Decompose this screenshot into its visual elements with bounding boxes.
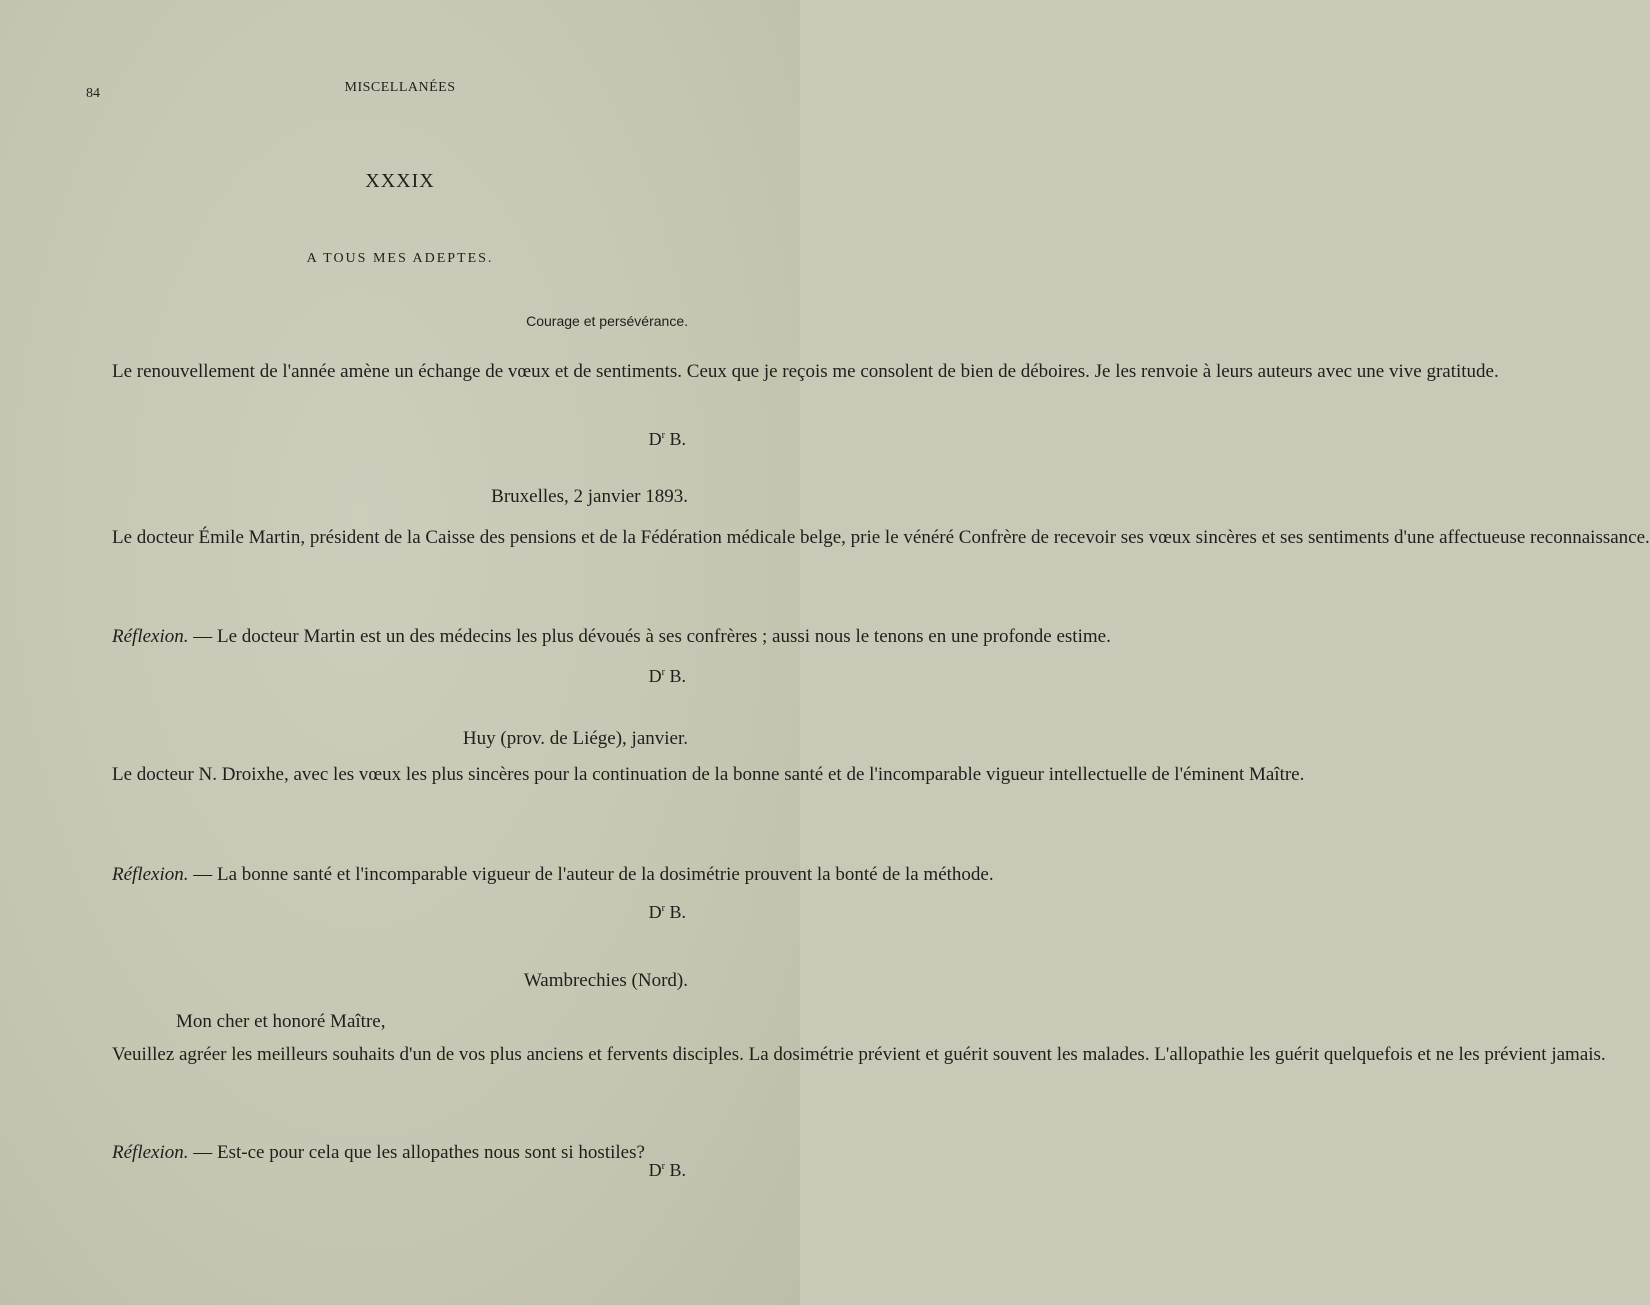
letter-paragraph xyxy=(112,523,1650,552)
signature-sup: r xyxy=(661,667,665,678)
signature-initial: D xyxy=(648,902,662,922)
signature xyxy=(649,1160,686,1181)
letter-text: Le docteur Émile Martin, président de la Caisse des pensions et de la Fédération médicale belge, prie le vénéré Confrère de recevoir ses vœux sincères et ses sentiments d'une affectueuse reconnaissance. xyxy=(112,527,1650,548)
signature xyxy=(649,666,686,687)
page-number: 84 xyxy=(86,86,100,101)
reflexion-text: — Est-ce pour cela que les allopathes nous sont si hostiles? xyxy=(188,1142,645,1163)
signature-initial: D xyxy=(648,666,662,686)
dedication: A TOUS MES ADEPTES. xyxy=(306,251,494,266)
signature-sup: r xyxy=(661,430,665,441)
signature-tail: B. xyxy=(664,429,686,449)
signature xyxy=(649,429,686,450)
signature-sup: r xyxy=(661,1161,665,1172)
letter-paragraph xyxy=(112,760,1305,789)
signature xyxy=(649,902,686,923)
reflexion-label: Réflexion. xyxy=(112,1142,189,1163)
place-date: Bruxelles, 2 janvier 1893. xyxy=(491,486,688,507)
letter-text: Le docteur N. Droixhe, avec les vœux les plus sincères pour la continuation de la bonne santé et de l'incomparable vigueur intellectuelle de l'éminent Maître. xyxy=(112,764,1305,785)
reflexion-text: — La bonne santé et l'incomparable vigueur de l'auteur de la dosimétrie prouvent la bonté de la méthode. xyxy=(188,864,994,885)
signature-tail: B. xyxy=(664,1160,686,1180)
intro-paragraph xyxy=(112,357,1499,386)
reflexion-paragraph xyxy=(112,622,1111,651)
signature-tail: B. xyxy=(664,666,686,686)
chapter-number: XXXIX xyxy=(365,170,435,192)
signature-initial: D xyxy=(648,429,662,449)
reflexion-paragraph xyxy=(112,860,994,889)
intro-text: Le renouvellement de l'année amène un échange de vœux et de sentiments. Ceux que je reçois me consolent de bien de déboires. Je les renvoie à leurs auteurs avec une vive gratitude. xyxy=(112,361,1499,382)
letter-text: Veuillez agréer les meilleurs souhaits d'un de vos plus anciens et fervents disciples. La dosimétrie prévient et guérit souvent les malades. L'allopathie les guérit quelquefois et ne les prévient jamais. xyxy=(112,1044,1606,1065)
reflexion-paragraph xyxy=(112,1138,712,1167)
epigraph: Courage et persévérance. xyxy=(526,313,688,329)
signature-initial: D xyxy=(648,1160,662,1180)
reflexion-text: — Le docteur Martin est un des médecins les plus dévoués à ses confrères ; aussi nous le tenons en une profonde estime. xyxy=(188,626,1111,647)
reflexion-label: Réflexion. xyxy=(112,626,189,647)
place-date: Huy (prov. de Liége), janvier. xyxy=(462,728,688,749)
signature-tail: B. xyxy=(664,902,686,922)
salutation: Mon cher et honoré Maître, xyxy=(176,1011,386,1032)
letter-paragraph xyxy=(112,1040,1606,1069)
running-title: MISCELLANÉES xyxy=(344,80,456,95)
reflexion-label: Réflexion. xyxy=(112,864,189,885)
signature-sup: r xyxy=(661,903,665,914)
place-date: Wambrechies (Nord). xyxy=(523,970,688,991)
